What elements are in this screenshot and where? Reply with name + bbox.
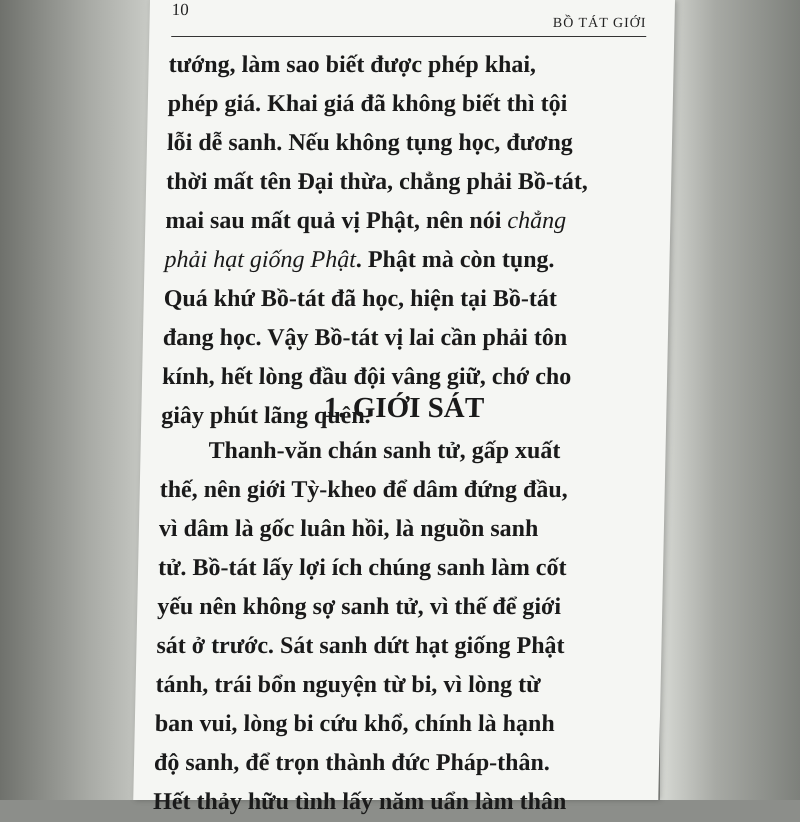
paragraph-gioi-sat <box>153 432 641 822</box>
paragraph-continued <box>161 46 649 436</box>
italic-quote: chẳng <box>507 208 567 234</box>
text-run: mai sau mất quả vị Phật, nên nói <box>165 208 502 234</box>
page-number: 10 <box>171 0 189 19</box>
text-line: yếu nên không sợ sanh tử, vì thế để giới <box>157 594 562 620</box>
book-page <box>133 0 675 815</box>
text-line: phép giá. Khai giá đã không biết thì tội <box>167 91 568 117</box>
text-line: vì dâm là gốc luân hồi, là nguồn sanh <box>158 516 539 542</box>
text-line: tử. Bồ-tát lấy lợi ích chúng sanh làm cốt <box>157 555 567 581</box>
text-line: tướng, làm sao biết được phép khai, <box>168 52 537 78</box>
text-line: Quá khứ Bồ-tát đã học, hiện tại Bồ-tát <box>163 286 558 312</box>
text-line: kính, hết lòng đầu đội vâng giữ, chớ cho <box>161 364 572 390</box>
text-line: Hết thảy hữu tình lấy năm uẩn làm thân <box>152 789 567 815</box>
page-header <box>171 0 647 37</box>
text-line: lỗi dễ sanh. Nếu không tụng học, đương <box>166 130 574 156</box>
book-left-background <box>0 0 150 800</box>
italic-quote: phải hạt giống Phật <box>164 247 357 273</box>
text-line: tánh, trái bổn nguyện từ bi, vì lòng từ <box>155 672 541 698</box>
text-line: Thanh-văn chán sanh tử, gấp xuất <box>208 438 561 464</box>
text-run: . Phật mà còn tụng. <box>355 247 555 273</box>
text-line: đang học. Vậy Bồ-tát vị lai cần phải tôn <box>162 325 568 351</box>
text-line: ban vui, lòng bi cứu khổ, chính là hạnh <box>154 711 556 737</box>
text-line: sát ở trước. Sát sanh dứt hạt giống Phật <box>156 633 565 659</box>
book-right-page-edge <box>660 0 800 800</box>
text-line: độ sanh, để trọn thành đức Pháp-thân. <box>153 750 551 776</box>
text-line <box>165 202 646 241</box>
text-line: thời mất tên Đại thừa, chẳng phải Bồ-tát, <box>165 169 589 195</box>
section-heading: 1. GIỚI SÁT <box>323 392 485 424</box>
text-line <box>164 241 645 280</box>
running-title: BỒ TÁT GIỚI <box>552 16 647 31</box>
text-line: thế, nên giới Tỳ-kheo để dâm đứng đầu, <box>159 477 569 503</box>
text-line: giây phút lãng quên. <box>161 403 371 429</box>
